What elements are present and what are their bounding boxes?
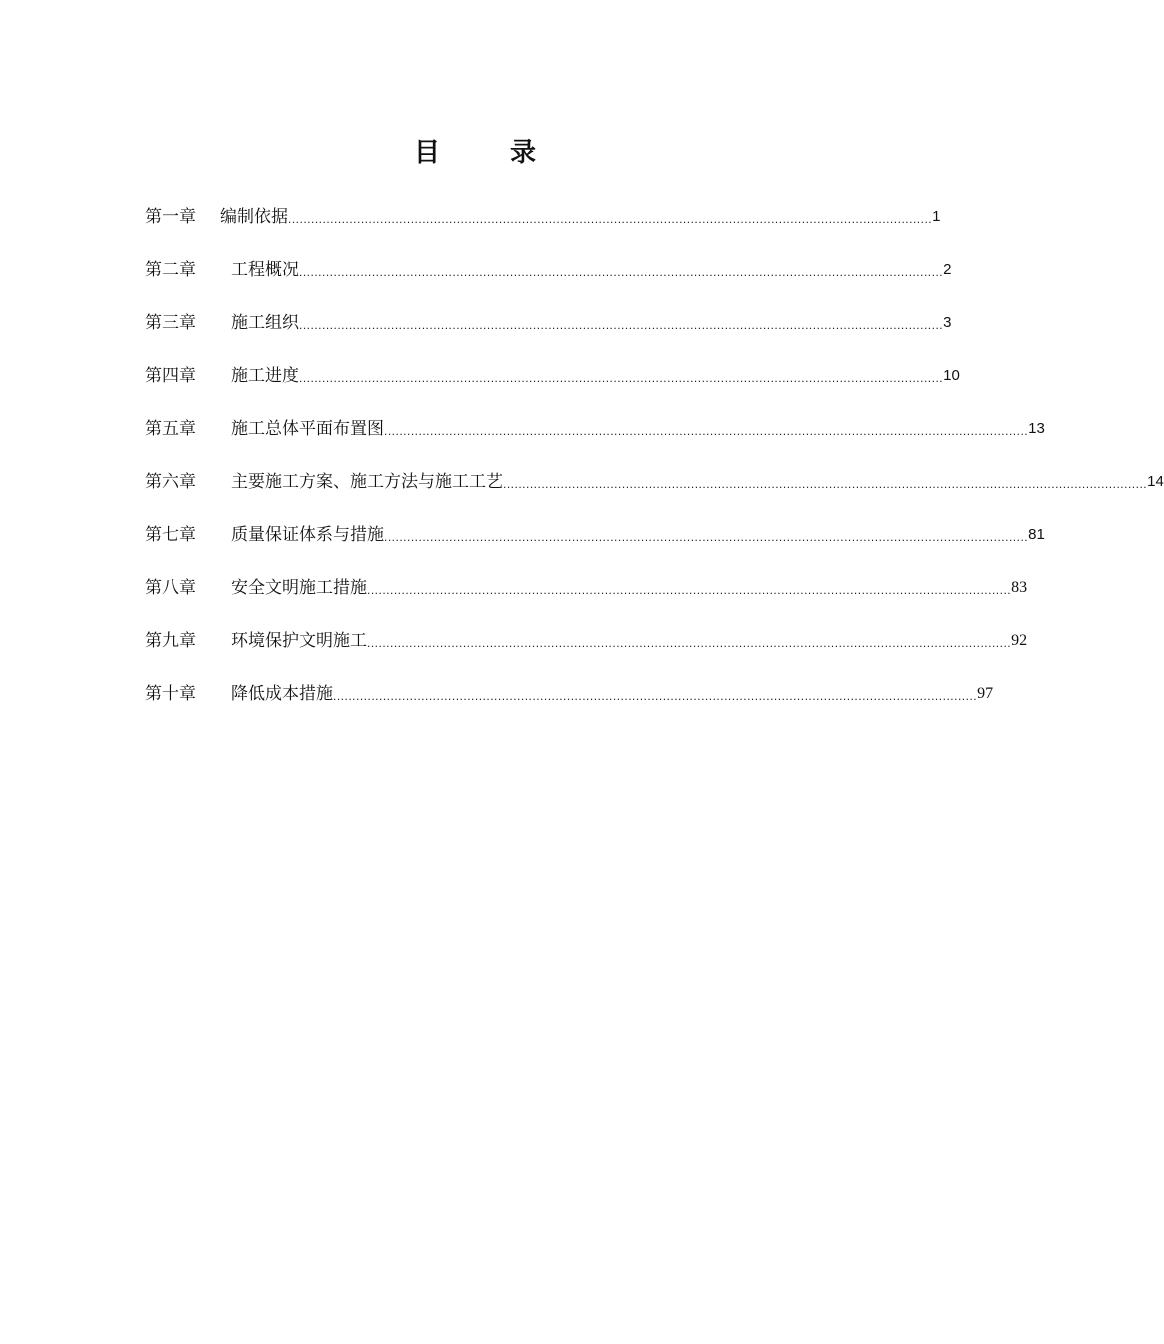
toc-chapter-label: 第二章 [145, 260, 196, 280]
toc-chapter-label: 第一章 [145, 207, 196, 227]
toc-page-number: 14 [1147, 473, 1164, 490]
toc-chapter-title: 施工组织 [231, 313, 299, 333]
toc-leader-dots: ........................................................................................................................................................................ [288, 212, 933, 226]
toc-chapter-label: 第七章 [145, 525, 196, 545]
toc-page-number: 13 [1028, 420, 1045, 437]
toc-leader-dots: ........................................................................................................................................................................ [384, 530, 1029, 544]
toc-entry-4[interactable] [145, 363, 960, 389]
toc-chapter-label: 第九章 [145, 631, 196, 651]
toc-page-number: 97 [977, 685, 994, 702]
toc-page-number: 1 [932, 208, 941, 225]
toc-entry-1[interactable] [145, 204, 941, 230]
toc-leader-dots: ........................................................................................................................................................................ [384, 424, 1029, 438]
toc-page-number: 10 [943, 367, 960, 384]
toc-entry-2[interactable] [145, 257, 952, 283]
toc-entry-10[interactable] [145, 681, 994, 707]
page-title: 目 录 [413, 138, 558, 168]
toc-chapter-title: 降低成本措施 [231, 684, 333, 704]
toc-page-number: 3 [943, 314, 952, 331]
toc-page-number: 83 [1011, 579, 1028, 596]
toc-chapter-title: 施工总体平面布置图 [231, 419, 384, 439]
toc-page-number: 2 [943, 261, 952, 278]
toc-leader-dots: ........................................................................................................................................................................ [299, 371, 944, 385]
toc-chapter-title: 工程概况 [231, 260, 299, 280]
toc-chapter-label: 第八章 [145, 578, 196, 598]
toc-entry-9[interactable] [145, 628, 1028, 654]
toc-leader-dots: ........................................................................................................................................................................ [367, 636, 1012, 650]
toc-leader-dots: ........................................................................................................................................................................ [503, 477, 1148, 491]
toc-page-number: 92 [1011, 632, 1028, 649]
toc-leader-dots: ........................................................................................................................................................................ [299, 318, 944, 332]
toc-chapter-title: 安全文明施工措施 [231, 578, 367, 598]
toc-chapter-title: 环境保护文明施工 [231, 631, 367, 651]
toc-chapter-label: 第十章 [145, 684, 196, 704]
toc-chapter-title: 编制依据 [220, 207, 288, 227]
toc-chapter-label: 第五章 [145, 419, 196, 439]
toc-chapter-label: 第四章 [145, 366, 196, 386]
toc-chapter-label: 第三章 [145, 313, 196, 333]
toc-chapter-title: 质量保证体系与措施 [231, 525, 384, 545]
toc-entry-5[interactable] [145, 416, 1045, 442]
toc-leader-dots: ........................................................................................................................................................................ [333, 689, 978, 703]
toc-page-number: 81 [1028, 526, 1045, 543]
toc-chapter-title: 施工进度 [231, 366, 299, 386]
toc-entry-7[interactable] [145, 522, 1045, 548]
toc-leader-dots: ........................................................................................................................................................................ [299, 265, 944, 279]
toc-entry-8[interactable] [145, 575, 1028, 601]
toc-entry-6[interactable] [145, 469, 1164, 495]
toc-chapter-title: 主要施工方案、施工方法与施工工艺 [231, 472, 503, 492]
toc-entry-3[interactable] [145, 310, 952, 336]
toc-leader-dots: ........................................................................................................................................................................ [367, 583, 1012, 597]
toc-chapter-label: 第六章 [145, 472, 196, 492]
